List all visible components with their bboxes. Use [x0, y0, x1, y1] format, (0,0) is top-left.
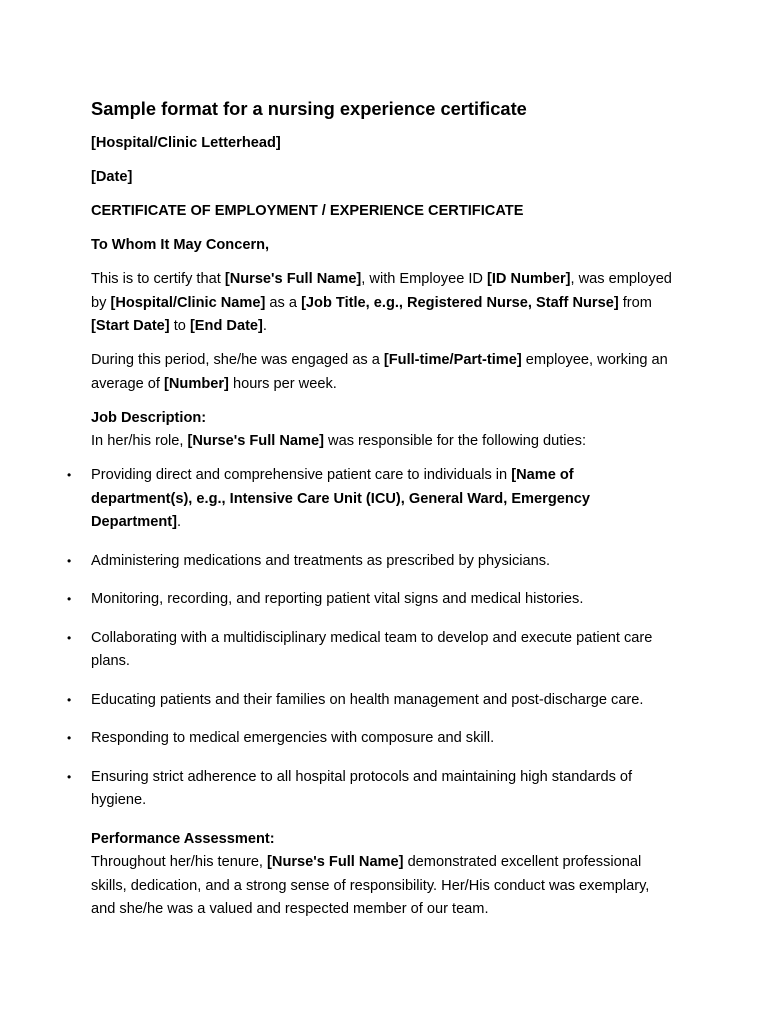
list-item: [67, 588, 677, 612]
list-item: [67, 727, 677, 751]
text-run: .: [176, 514, 182, 530]
salutation: To Whom It May Concern,: [91, 237, 270, 253]
text-run: hours per week.: [228, 375, 337, 392]
job-description-section: [91, 407, 677, 454]
text-run: as a: [265, 294, 302, 311]
bullet-icon: •: [67, 553, 72, 568]
end-date-placeholder: [End Date]: [189, 318, 263, 334]
text-run: In her/his role,: [91, 433, 188, 449]
text-run: Administering medications and treatments as prescribed by physicians.: [91, 552, 551, 569]
text-run: Responding to medical emergencies with composure and skill.: [91, 730, 495, 746]
text-run: This is to certify that: [91, 271, 225, 287]
text-run: , with Employee ID: [361, 271, 488, 287]
text-run: was responsible for the following duties:: [324, 433, 587, 449]
bullet-icon: •: [67, 630, 72, 645]
date-placeholder: [Date]: [91, 169, 133, 185]
employment-type-placeholder: [Full-time/Part-time]: [383, 352, 522, 368]
job-description-heading: Job Description:: [91, 409, 207, 426]
text-run: Educating patients and their families on health management and post-discharge care.: [91, 691, 644, 708]
engagement-paragraph: [91, 349, 677, 396]
hospital-name-placeholder: [Hospital/Clinic Name]: [110, 294, 266, 311]
text-run: , was employed by: [91, 271, 672, 311]
bullet-icon: •: [67, 692, 72, 707]
document-body: [67, 96, 677, 932]
list-item: [67, 766, 677, 813]
performance-heading: Performance Assessment:: [91, 830, 275, 847]
employment-paragraph: [91, 268, 677, 339]
text-run: Throughout her/his tenure,: [91, 854, 268, 870]
text-run: from: [618, 294, 652, 311]
bullet-icon: •: [67, 769, 72, 784]
list-item: [67, 689, 677, 713]
list-item: [67, 550, 677, 574]
certificate-heading: CERTIFICATE OF EMPLOYMENT / EXPERIENCE CERTIFICATE: [91, 203, 524, 219]
hours-placeholder: [Number]: [164, 375, 229, 392]
department-placeholder: [Name of department(s), e.g., Intensive Care Unit (ICU), General Ward, Emergency Department]: [91, 467, 591, 530]
text-run: Collaborating with a multidisciplinary medical team to develop and execute patient care plans.: [91, 629, 653, 669]
job-title-placeholder: [Job Title, e.g., Registered Nurse, Staff Nurse]: [301, 294, 619, 311]
text-run: Providing direct and comprehensive patient care to individuals in: [91, 467, 512, 483]
nurse-name-placeholder: [Nurse's Full Name]: [267, 854, 404, 870]
performance-section: [91, 828, 677, 922]
bullet-icon: •: [67, 468, 72, 482]
nurse-name-placeholder: [Nurse's Full Name]: [224, 271, 362, 287]
id-number-placeholder: [ID Number]: [487, 271, 571, 287]
text-run: to: [169, 318, 190, 334]
start-date-placeholder: [Start Date]: [91, 318, 170, 334]
text-run: .: [262, 318, 267, 334]
nurse-name-placeholder: [Nurse's Full Name]: [187, 433, 324, 449]
text-run: demonstrated excellent professional skills, dedication, and a strong sense of responsibility. Her/His conduct was exemplary, and she/he was a valued and respected member of our team.: [91, 854, 650, 917]
duties-list: [67, 464, 677, 813]
page-title: Sample format for a nursing experience certificate: [91, 98, 527, 119]
bullet-icon: •: [67, 731, 72, 745]
text-run: Monitoring, recording, and reporting patient vital signs and medical histories.: [91, 591, 584, 607]
list-item: [67, 627, 677, 674]
bullet-icon: •: [67, 592, 72, 606]
text-run: employee, working an average of: [91, 352, 668, 392]
text-run: During this period, she/he was engaged as a: [91, 352, 384, 368]
letterhead-placeholder: [Hospital/Clinic Letterhead]: [91, 135, 281, 151]
list-item: [67, 464, 677, 535]
text-run: Ensuring strict adherence to all hospital protocols and maintaining high standards of hygiene.: [91, 768, 633, 808]
